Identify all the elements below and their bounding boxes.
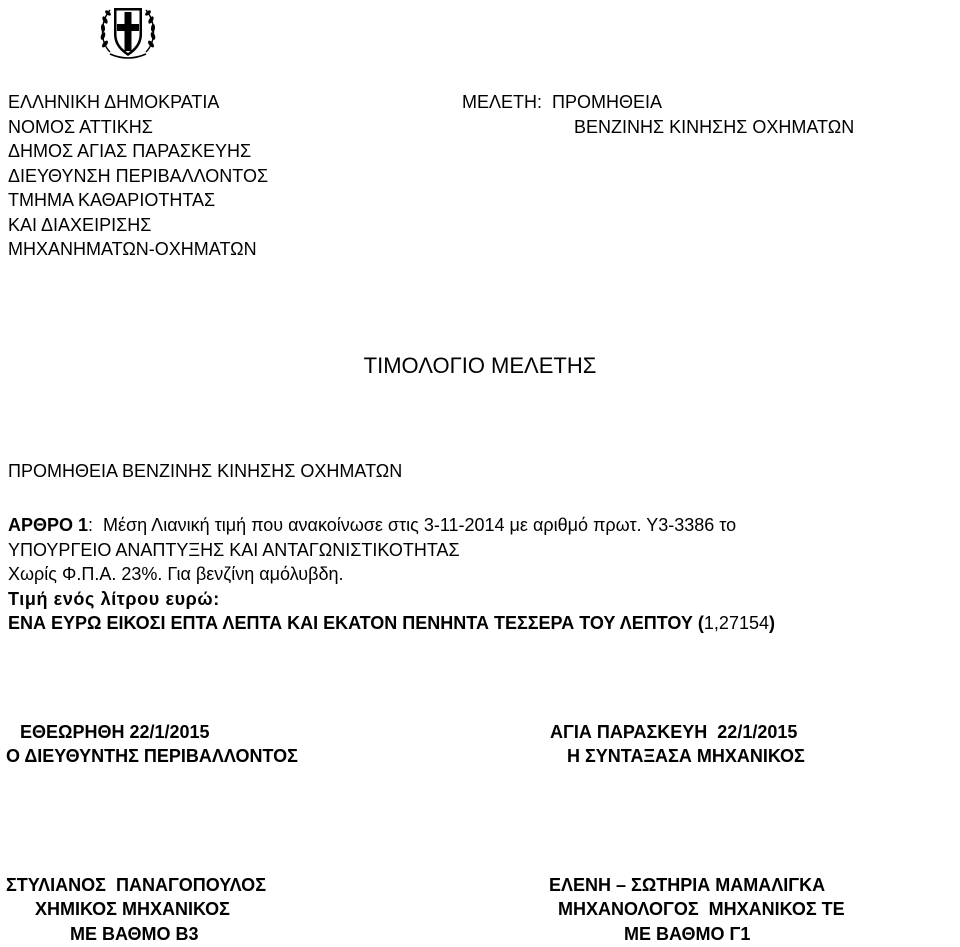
coat-of-arms-emblem (96, 0, 160, 62)
right-signatory-title: ΜΗΧΑΝΟΛΟΓΟΣ ΜΗΧΑΝΙΚΟΣ ΤΕ (558, 899, 845, 919)
right-signatory-name: ΕΛΕΝΗ – ΣΩΤΗΡΙΑ ΜΑΜΑΛΙΓΚΑ (549, 875, 826, 895)
approval-role: Ο ΔΙΕΥΘΥΝΤΗΣ ΠΕΡΙΒΑΛΛΟΝΤΟΣ (6, 746, 298, 766)
greek-emblem-icon (96, 0, 160, 62)
header-line-vehicles: ΜΗΧΑΝΗΜΑΤΩΝ-ΟΧΗΜΑΤΩΝ (8, 239, 257, 259)
price-label: Τιμή ενός λίτρου ευρώ: (8, 588, 220, 609)
approval-date: ΕΘΕΩΡΗΘΗ 22/1/2015 (20, 722, 210, 742)
study-subject (462, 90, 854, 139)
issuer-header (8, 90, 268, 262)
header-line-department: ΤΜΗΜΑ ΚΑΘΑΡΙΟΤΗΤΑΣ (8, 190, 216, 210)
article-line-1-text: : Μέση Λιανική τιμή που ανακοίνωσε στις 3-11-2014 με αριθμό πρωτ. Υ3-3386 το (88, 515, 737, 535)
article-label: ΑΡΘΡΟ 1 (8, 515, 89, 535)
price-close-paren: ) (769, 613, 775, 633)
study-line-1: ΜΕΛΕΤΗ: ΠΡΟΜΗΘΕΙΑ (462, 92, 663, 112)
header-line-municipality: ΔΗΜΟΣ ΑΓΙΑΣ ΠΑΡΑΣΚΕΥΗΣ (8, 141, 252, 161)
price-number: 1,27154 (703, 613, 769, 633)
document-title: ΤΙΜΟΛΟΓΙΟ ΜΕΛΕΤΗΣ (363, 353, 597, 378)
article-line-3: Χωρίς Φ.Π.Α. 23%. Για βενζίνη αμόλυβδη. (8, 564, 344, 584)
article-line-1 (8, 513, 775, 538)
right-signatory-grade: ΜΕ ΒΑΘΜΟ Γ1 (624, 924, 751, 944)
header-line-management: ΚΑΙ ΔΙΑΧΕΙΡΙΣΗΣ (8, 214, 152, 235)
compilation-date: ΑΓΙΑ ΠΑΡΑΣΚΕΥΗ 22/1/2015 (550, 722, 798, 742)
left-signatory-title: ΧΗΜΙΚΟΣ ΜΗΧΑΝΙΚΟΣ (35, 899, 230, 919)
price-line (8, 611, 775, 636)
article-line-2: ΥΠΟΥΡΓΕΙΟ ΑΝΑΠΤΥΞΗΣ ΚΑΙ ΑΝΤΑΓΩΝΙΣΤΙΚΟΤΗΤΑΣ (8, 539, 460, 560)
price-in-words: ΕΝΑ ΕΥΡΩ ΕΙΚΟΣΙ ΕΠΤΑ ΛΕΠΤΑ ΚΑΙ ΕΚΑΤΟΝ ΠΕΝΗΝΤΑ ΤΕΣΣΕΡΑ ΤΟΥ ΛΕΠΤΟΥ ( (8, 613, 704, 633)
article-1 (8, 513, 775, 636)
study-line-2: ΒΕΝΖΙΝΗΣ ΚΙΝΗΣΗΣ ΟΧΗΜΑΤΩΝ (574, 116, 855, 137)
header-line-republic: ΕΛΛΗΝΙΚΗ ΔΗΜΟΚΡΑΤΙΑ (8, 92, 220, 112)
section-heading: ΠΡΟΜΗΘΕΙΑ ΒΕΝΖΙΝΗΣ ΚΙΝΗΣΗΣ ΟΧΗΜΑΤΩΝ (8, 461, 403, 481)
compilation-role: Η ΣΥΝΤΑΞΑΣΑ ΜΗΧΑΝΙΚΟΣ (567, 746, 805, 766)
left-signatory-grade: ΜΕ ΒΑΘΜΟ Β3 (70, 924, 199, 944)
left-signatory-name: ΣΤΥΛΙΑΝΟΣ ΠΑΝΑΓΟΠΟΥΛΟΣ (6, 875, 266, 895)
header-line-directorate: ΔΙΕΥΘΥΝΣΗ ΠΕΡΙΒΑΛΛΟΝΤΟΣ (8, 165, 269, 186)
header-line-prefecture: ΝΟΜΟΣ ΑΤΤΙΚΗΣ (8, 116, 153, 137)
